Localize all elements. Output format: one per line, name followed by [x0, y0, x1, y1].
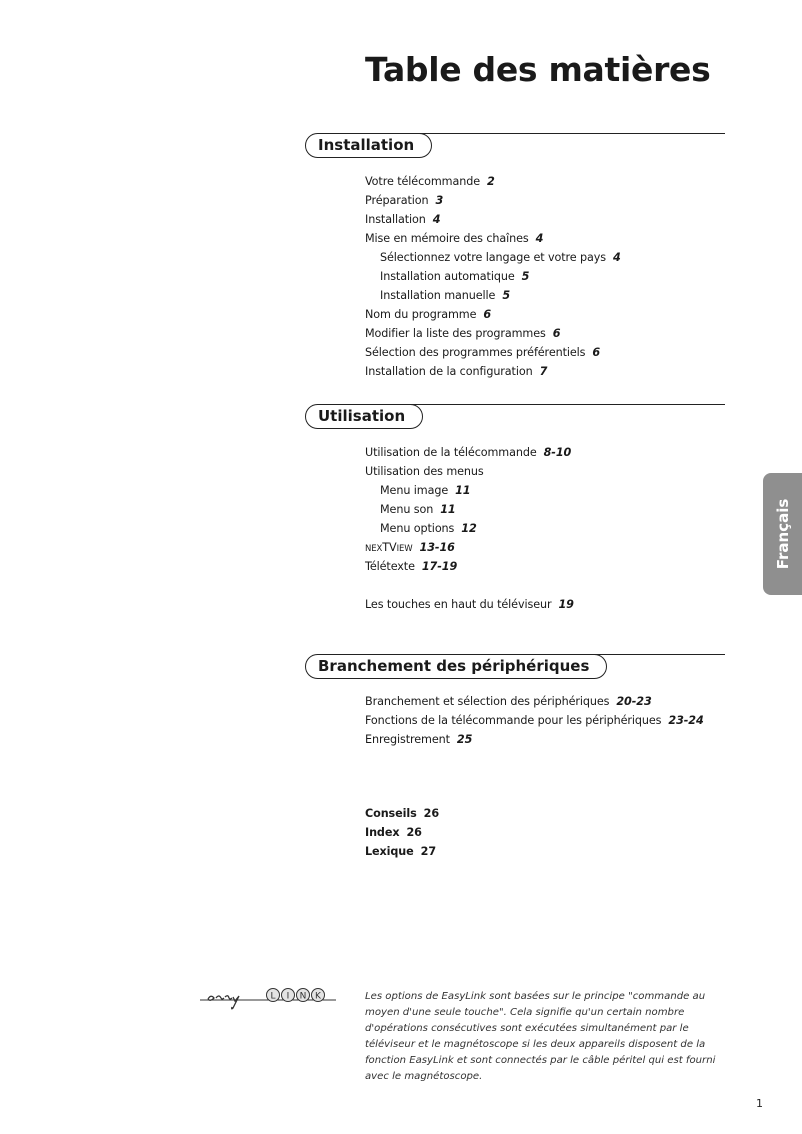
toc-entry-label: Nom du programme [365, 308, 477, 321]
toc-entry-label: Installation automatique [380, 270, 515, 283]
nextview-suffix: IEW [396, 544, 413, 554]
toc-entry-page: 6 [592, 346, 601, 359]
toc-subentry[interactable] [365, 267, 621, 286]
toc-entry[interactable] [365, 191, 621, 210]
toc-subentry[interactable] [365, 481, 574, 500]
toc-list-utilisation [365, 443, 574, 614]
toc-entry-label: Menu options [380, 522, 455, 535]
toc-entry-page: 7 [539, 365, 548, 378]
toc-entry[interactable] [365, 229, 621, 248]
toc-entry-page: 8-10 [543, 446, 572, 459]
toc-entry-label [365, 541, 413, 554]
toc-entry-page: 27 [420, 845, 437, 858]
toc-entry[interactable] [365, 324, 621, 343]
toc-entry-page: 6 [552, 327, 561, 340]
toc-entry-page: 17-19 [421, 560, 458, 573]
toc-entry-label: Utilisation des menus [365, 465, 484, 478]
toc-entry[interactable] [365, 305, 621, 324]
toc-entry-page: 23-24 [668, 714, 704, 727]
toc-entry-label: Utilisation de la télécommande [365, 446, 537, 459]
toc-entry-page: 26 [423, 807, 440, 820]
toc-list-branchement [365, 692, 704, 749]
svg-text:K: K [315, 991, 321, 1002]
toc-entry-nextview[interactable] [365, 538, 574, 557]
svg-text:N: N [299, 991, 307, 1002]
toc-subentry[interactable] [365, 519, 574, 538]
toc-entry-page: 20-23 [616, 695, 652, 708]
svg-text:L: L [270, 991, 276, 1002]
toc-entry-page: 4 [613, 251, 621, 264]
section-heading: Utilisation [305, 404, 423, 429]
toc-entry-page: 5 [502, 289, 511, 302]
toc-entry-label: Mise en mémoire des chaînes [365, 232, 529, 245]
toc-entry-page: 4 [432, 213, 441, 226]
toc-entry-label: Installation [365, 213, 426, 226]
toc-entry-label: Les touches en haut du téléviseur [365, 598, 552, 611]
toc-entry-label: Enregistrement [365, 733, 450, 746]
easylink-note: Les options de EasyLink sont basées sur le principe "commande au moyen d'une seule touche". Cela signifie qu'un certain nombre d'opérations consécutives sont exécutées simultanément par le téléviseur et le magnétoscope si les deux appareils disposent de la fonction EasyLink et sont connectés par le câble péritel qui est fourni avec le magnétoscope. [365, 991, 716, 1082]
toc-entry-label: Menu image [380, 484, 449, 497]
toc-entry-label: Conseils [365, 807, 417, 820]
toc-entry-index[interactable] [365, 823, 439, 842]
toc-entry[interactable] [365, 730, 704, 749]
toc-entry-lexique[interactable] [365, 842, 439, 861]
toc-entry-label: Index [365, 826, 400, 839]
toc-entry-page: 12 [461, 522, 477, 535]
toc-entry-page: 11 [455, 484, 471, 497]
toc-entry-label: Fonctions de la télécommande pour les périphériques [365, 714, 662, 727]
toc-entry-label: Menu son [380, 503, 434, 516]
toc-subentry[interactable] [365, 286, 621, 305]
toc-entry-conseils[interactable] [365, 804, 439, 823]
page-title: Table des matières [365, 50, 711, 89]
language-tab-label: Français [774, 498, 792, 570]
toc-entry-label: Télétexte [365, 560, 415, 573]
toc-entry-label: Modifier la liste des programmes [365, 327, 546, 340]
toc-entry-page: 5 [521, 270, 530, 283]
nextview-prefix: NEX [365, 544, 383, 554]
toc-entry[interactable] [365, 443, 574, 462]
section-rule [365, 404, 725, 405]
toc-entry-label: Installation manuelle [380, 289, 496, 302]
section-heading: Branchement des périphériques [305, 654, 607, 679]
toc-entry-page: 3 [435, 194, 444, 207]
toc-subentry[interactable] [365, 248, 621, 267]
toc-entry-label: Votre télécommande [365, 175, 480, 188]
toc-entry-page: 25 [456, 733, 473, 746]
toc-entry-page: 4 [535, 232, 544, 245]
toc-entry[interactable] [365, 462, 574, 481]
toc-entry-label: Lexique [365, 845, 414, 858]
nextview-tv: TV [382, 541, 397, 554]
easylink-logo-icon [200, 987, 336, 1011]
toc-entry-page: 26 [406, 826, 422, 839]
toc-entry[interactable] [365, 210, 621, 229]
toc-entry[interactable] [365, 362, 621, 381]
toc-entry[interactable] [365, 595, 574, 614]
spacer [365, 576, 574, 595]
section-header-installation [305, 133, 725, 159]
toc-entry-page: 19 [558, 598, 574, 611]
toc-entry[interactable] [365, 557, 574, 576]
toc-entry-label: Branchement et sélection des périphériques [365, 695, 610, 708]
toc-entry[interactable] [365, 343, 621, 362]
toc-list-installation [365, 172, 621, 381]
section-header-branchement [305, 654, 725, 680]
toc-entry-label: Sélection des programmes préférentiels [365, 346, 586, 359]
toc-entry-page: 11 [440, 503, 456, 516]
section-header-utilisation [305, 404, 725, 430]
language-tab[interactable] [763, 473, 802, 595]
svg-text:I: I [286, 991, 290, 1002]
toc-list-extras [365, 804, 439, 861]
toc-entry-page: 2 [487, 175, 495, 188]
toc-entry-page: 6 [483, 308, 492, 321]
toc-entry-label: Installation de la configuration [365, 365, 533, 378]
toc-entry[interactable] [365, 711, 704, 730]
section-heading: Installation [305, 133, 432, 158]
toc-entry[interactable] [365, 692, 704, 711]
toc-subentry[interactable] [365, 500, 574, 519]
toc-entry-page: 13-16 [419, 541, 455, 554]
page-number: 1 [756, 1097, 763, 1110]
toc-entry[interactable] [365, 172, 621, 191]
toc-entry-label: Sélectionnez votre langage et votre pays [380, 251, 607, 264]
toc-entry-label: Préparation [365, 194, 429, 207]
